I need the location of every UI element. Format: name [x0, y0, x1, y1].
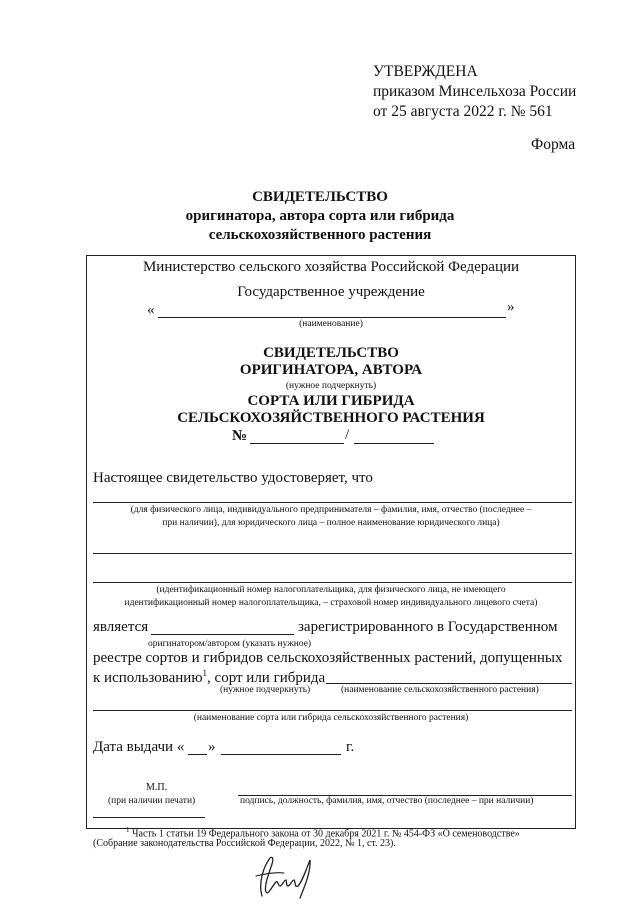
stamp-caption: (при наличии печати)	[108, 796, 196, 806]
variety-text: , сорт или гибрида	[207, 670, 326, 686]
registry-line: реестре сортов и гибридов сельскохозяйственных растений, допущенных	[93, 650, 563, 666]
footnote-line-1: Часть 1 статьи 19 Федерального закона от 30 декабря 2021 г. № 454-ФЗ «О семеноводстве»	[129, 828, 520, 840]
person-caption-1: (для физического лица, индивидуального предпринимателя – фамилия, имя, отчество (последнее –	[130, 505, 532, 515]
issue-month-year-field	[221, 754, 341, 755]
usage-text: к использованию	[93, 670, 203, 686]
footnote-mark: 1	[126, 826, 130, 834]
number-field-1	[250, 443, 344, 444]
variety-name-caption: (наименование сорта или гибрида сельскохозяйственного растения)	[193, 713, 469, 723]
number-field-2	[354, 443, 434, 444]
registered-text: зарегистрированного в Государственном	[298, 619, 558, 635]
underline-note-2: (нужное подчеркнуть)	[220, 685, 311, 695]
cert-heading-2: ОРИГИНАТОРА, АВТОРА	[239, 362, 423, 378]
signature-image	[250, 852, 320, 900]
underline-note: (нужное подчеркнуть)	[285, 381, 377, 391]
cert-heading-3: СОРТА ИЛИ ГИБРИДА	[247, 393, 415, 409]
approval-order: приказом Минсельхоза России	[373, 83, 577, 100]
cert-heading-4: СЕЛЬСКОХОЗЯЙСТВЕННОГО РАСТЕНИЯ	[177, 410, 485, 426]
title-line-2: оригинатора, автора сорта или гибрида	[185, 208, 455, 224]
quote-open: «	[147, 302, 155, 318]
extra-line-1	[93, 553, 572, 554]
role-caption: оригинатором/автором (указать нужное)	[148, 639, 312, 649]
institution-label: Государственное учреждение	[237, 284, 425, 300]
person-caption-2: при наличии), для юридического лица – полное наименование юридического лица)	[162, 518, 500, 528]
issue-date-close: »	[208, 739, 216, 755]
approval-date: от 25 августа 2022 г. № 561	[373, 103, 553, 120]
certifies-text: Настоящее свидетельство удостоверяет, что	[93, 470, 373, 486]
issue-day-field	[188, 754, 207, 755]
inn-caption-1: (идентификационный номер налогоплательщика, для физического лица, не имеющего	[156, 585, 506, 595]
title-line-3: сельскохозяйственного растения	[208, 227, 432, 243]
role-field	[151, 634, 294, 635]
plant-name-caption: (наименование сельскохозяйственного растения)	[341, 685, 539, 695]
number-slash: /	[345, 427, 350, 443]
number-label: №	[232, 428, 248, 444]
approval-title: УТВЕРЖДЕНА	[373, 63, 478, 80]
name-caption: (наименование)	[299, 319, 363, 329]
title-line-1: СВИДЕТЕЛЬСТВО	[252, 189, 388, 205]
footnote-separator	[93, 817, 205, 818]
footnote-ref: 1	[202, 668, 208, 678]
inn-caption-2: идентификационный номер налогоплательщика, – страховой номер индивидуального лицевого счета)	[124, 598, 538, 608]
quote-close: »	[507, 299, 515, 315]
variety-name-line	[93, 710, 572, 711]
footnote-line-2: (Собрание законодательства Российской Федерации, 2022, № 1, ст. 23).	[93, 838, 396, 849]
person-line	[93, 502, 572, 503]
signature-caption: подпись, должность, фамилия, имя, отчество (последнее – при наличии)	[240, 796, 534, 806]
document-title	[0, 188, 640, 245]
cert-heading-1: СВИДЕТЕЛЬСТВО	[263, 345, 399, 361]
stamp-label: М.П.	[146, 782, 168, 793]
is-label: является	[93, 619, 149, 635]
form-label: Форма	[531, 136, 576, 153]
inn-line	[93, 582, 572, 583]
issue-date-label: Дата выдачи «	[93, 739, 185, 755]
approval-block	[373, 62, 576, 122]
ministry-name: Министерство сельского хозяйства Российской Федерации	[142, 259, 520, 275]
year-suffix: г.	[346, 739, 355, 755]
